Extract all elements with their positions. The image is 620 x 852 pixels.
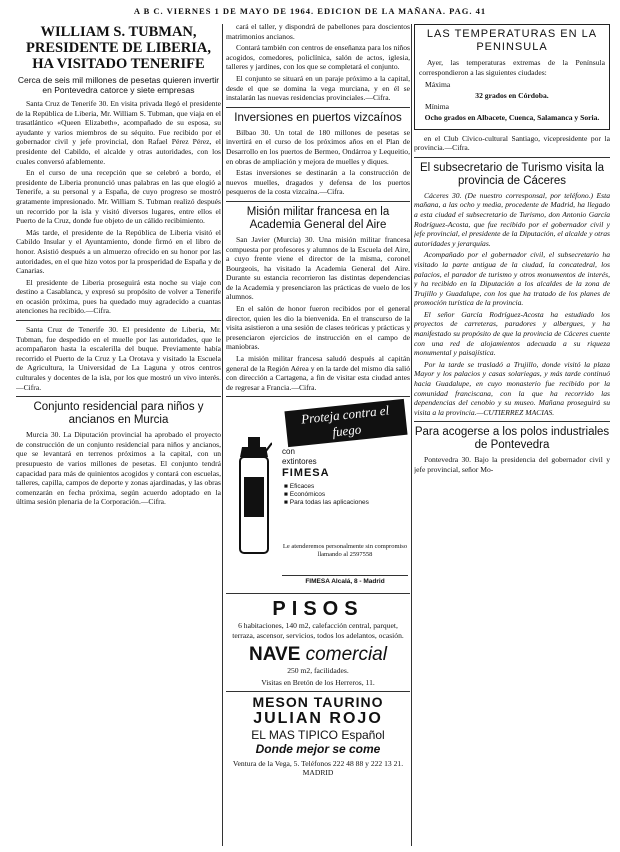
- paragraph: Santa Cruz de Tenerife 30. En visita privada llegó el presidente de la República de Liberia, Mr. William S. Tubman, que viaja en el trasatlántico «Queen Elizabeth», acompañado de su esposa, su ayudante y varios miembros de su séquito. Fue recibido por el gobernador civil y jefe provincial, don Rafael Pérez Pérez, el presidente del Cabildo, el alcalde y otras autoridades, con los cuales conversó afablemente.: [16, 99, 221, 166]
- column-left: [16, 22, 221, 850]
- headline-pontevedra: Para acogerse a los polos industriales de Pontevedra: [414, 426, 610, 452]
- page-header: A B C. VIERNES 1 DE MAYO DE 1964. EDICION DE LA MAÑANA. PAG. 41: [133, 6, 487, 16]
- subhead-tubman: Cerca de seis mil millones de pesetas quieren invertir en Pontevedra catorce y siete empresas: [17, 75, 220, 95]
- divider: [226, 201, 410, 202]
- headline-turismo: El subsecretario de Turismo visita la provincia de Cáceres: [419, 161, 605, 187]
- fimesa-address: FIMESA Alcalá, 8 - Madrid: [282, 575, 408, 585]
- divider: [414, 157, 610, 158]
- column-divider: [411, 24, 412, 846]
- paragraph: en el Club Cívico-cultural Santiago, vicepresidente por la provincia.—Cifra.: [414, 133, 610, 153]
- headline-murcia: Conjunto residencial para niños y ancianos en Murcia: [33, 401, 204, 427]
- paragraph: Pontevedra 30. Bajo la presidencia del gobernador civil y jefe provincial, señor Mo-: [414, 455, 610, 474]
- headline-mision: Misión militar francesa en la Academia General del Aire: [246, 205, 390, 231]
- extinguisher-icon: [236, 437, 272, 557]
- headline-tubman: WILLIAM S. TUBMAN, PRESIDENTE DE LIBERIA, HA VISITADO TENERIFE: [26, 24, 211, 72]
- meson-address: Ventura de la Vega, 5. Teléfonos 222 48 88 y 222 13 21. MADRID: [232, 758, 404, 778]
- column-middle: [226, 22, 410, 850]
- advertisement-fimesa: [226, 396, 410, 594]
- paragraph: Por la tarde se trasladó a Trujillo, donde visitó la plaza Mayor y los palacios y casas solariegas, y más tarde continuó hacia Guadalupe, en cuyo monasterio fue recibido por la comunidad franciscana, con la que ha recorrido las dependencias del cenobio y su museo. Mañana proseguirá su visita a la provincia.—CUTIERREZ MACIAS.: [414, 359, 610, 417]
- paragraph: El señor García Rodríguez-Acosta ha estudiado los proyectos de carreteras, paradores y albergues, y ha manifestado su propósito de que la provincia de Cáceres cuente con una red de alojamientos adecuada a su riqueza monumental y paisajística.: [414, 309, 610, 358]
- paragraph: cará el taller, y dispondrá de pabellones para doscientos matrimonios ancianos.: [226, 22, 410, 41]
- paragraph: Cáceres 30. (De nuestro corresponsal, por teléfono.) Esta mañana, a las ocho y media, procedente de Madrid, ha llegado a esta ciudad el subsecretario de Turismo, don Antonio García Rodríguez-Acosta, que fue recibido por el gobernador civil y jefe provincial, el presidente de la Diputación, el alcalde y otras autoridades y jerarquías.: [414, 190, 610, 248]
- temperatures-text: Ayer, las temperaturas extremas de la Península correspondieron a las siguientes ciudades:: [419, 58, 605, 77]
- fimesa-info: Le atenderemos personalmente sin compromiso llamando al 2597558: [282, 543, 408, 559]
- pisos-title: PISOS: [272, 598, 364, 621]
- nave-text: 250 m2, facilidades.: [287, 665, 349, 675]
- min-value: Ocho grados en Albacete, Cuenca, Salamanca y Soria.: [424, 112, 600, 122]
- fimesa-feature: ■ Eficaces: [284, 483, 315, 491]
- fimesa-slogan: Proteja contra el fuego: [284, 399, 407, 447]
- fimesa-brand: FIMESA: [282, 467, 330, 480]
- paragraph: Más tarde, el presidente de la República de Liberia visitó el Cabildo Insular y el Ayuntamiento, donde firmó en el libro de honor. Asistió después a un almuerzo ofrecido en su honor por las autoridades, en el que hizo votos por la prosperidad de España y de Canarias.: [16, 227, 221, 276]
- advertisement-meson: [226, 691, 410, 778]
- divider: [16, 320, 221, 321]
- meson-name: MESON TAURINO: [252, 693, 384, 710]
- paragraph: En el curso de una recepción que se celebró a bordo, el presidente de Liberia pronunció unas palabras en las que elogió a Tenerife, a su personal y a España, de cuyo progreso se mostró gratamente impresionado. Mr. William S. Tubman realizó después un recorrido por la isla y visitó diversos lugares, entre ellos el Puerto de la Cruz, donde fue objeto de un cálido recibimiento.: [16, 168, 221, 226]
- paragraph: Acompañado por el gobernador civil, el subsecretario ha visitado la parte antigua de la ciudad, la concatedral, los palacios, el parador de turismo y otros monumentos de interés, y ha recibido en la Diputación a los alcaldes de la zona de Trujillo y Guadalupe, con los que ha tratado de los planes de promoción turística de la provincia.: [414, 250, 610, 308]
- paragraph: Murcia 30. La Diputación provincial ha aprobado el proyecto de construcción de un conjunto residencial para niños y ancianos, que se levantará en terrenos próximos a la capital, con un presupuesto de varios millones de pesetas. El conjunto tendrá capacidad para más de quinientos acogidos y contará con escuelas, talleres, capilla, campos de deporte y zonas ajardinadas, y las obras comenzarán en fecha próxima, según acuerdo adoptado en la última sesión plenaria de la Corporación.—Cifra.: [16, 430, 221, 507]
- paragraph: La misión militar francesa saludó después al capitán general de la Región Aérea y en la tarde del mismo día salió con dirección a Cartagena, a fin de visitar esta ciudad antes de regresar a Francia.—Cifra.: [226, 354, 410, 392]
- divider: [226, 107, 410, 108]
- pisos-text: 6 habitaciones, 140 m2, calefacción central, parquet, terraza, ascensor, servicios, todos los adelantos, ocasión.: [232, 621, 404, 640]
- meson-owner: JULIAN ROJO: [253, 709, 383, 727]
- temperatures-title: LAS TEMPERATURAS EN LA PENINSULA: [426, 28, 598, 53]
- fimesa-extintores: extintores: [282, 457, 317, 467]
- meson-slogan: Donde mejor se come: [255, 741, 381, 756]
- paragraph: Santa Cruz de Tenerife 30. El presidente de Liberia, Mr. Tubman, fue despedido en el muelle por las autoridades, que le acompañaron hasta la escalerilla del buque. Previamente había recorrido el Puerto de la Cruz y La Orotava y visitado la Escuela de Agricultura, la Universidad de La Laguna y otros centros culturales y docentes de la isla, por los que mostró un vivo interés.—Cifra.: [16, 325, 221, 392]
- paragraph: Bilbao 30. Un total de 180 millones de pesetas se invertirá en el curso de los próximos años en el Plan de Desarrollo en los puertos de Bermeo, Ondárroa y Lequeitio, en obras de ampliación y mejora de muelles y diques.: [226, 127, 410, 166]
- nave-title-main: NAVE: [249, 643, 301, 665]
- min-label: Mínima: [425, 102, 450, 112]
- paragraph: En el salón de honor fueron recibidos por el general director, quien les dio la bienvenida. En el transcurso de la visita asistieron a una sesión de clases teóricas y prácticas y presenciaron ejercicios de instrucción en el campo de maniobras.: [226, 304, 410, 352]
- fimesa-con: con: [282, 447, 295, 457]
- meson-tagline: EL MAS TIPICO Español: [251, 727, 385, 742]
- max-label: Máxima: [425, 80, 451, 90]
- nave-title: [226, 644, 410, 666]
- temperatures-box: [414, 24, 610, 130]
- column-right: [414, 22, 610, 850]
- divider: [414, 421, 610, 422]
- paragraph: Contará también con centros de enseñanza para los niños acogidos, comedores, policlínica, salón de actos, iglesia, talleres y jardines, con los que se completará el conjunto.: [226, 43, 410, 72]
- paragraph: Estas inversiones se destinarán a la construcción de nuevos muelles, dragados y defensa de los puertos pesqueros de la costa vizcaína.—Cifra.: [226, 168, 410, 197]
- paragraph: El presidente de Liberia proseguirá esta noche su viaje con destino a Casablanca, y expresó su propósito de volver a Tenerife en ocasión próxima, pues ha quedado muy agradecido a cuantas atenciones ha recibido.—Cifra.: [16, 277, 221, 316]
- fimesa-feature: ■ Económicos: [284, 491, 326, 499]
- headline-vizcaya: Inversiones en puertos vizcaínos: [234, 111, 402, 124]
- max-value: 32 grados en Córdoba.: [475, 90, 549, 100]
- fimesa-features: [284, 483, 369, 507]
- nave-title-sub: comercial: [305, 643, 387, 665]
- paragraph: San Javier (Murcia) 30. Una misión militar francesa compuesta por profesores y alumnos de la Escuela del Aire, a cuyo frente viene el director de la misma, coronel Bourgeois, ha visitado la Academia General del Aire. Durante su estancia recorrieron las distintas dependencias de la Academia y presenciaron las prácticas de vuelo de los alumnos.: [226, 234, 410, 302]
- paragraph: El conjunto se situará en un paraje próximo a la capital, desde el que se domina la vega murciana, y en él se instalarán las nuevas residencias provinciales.—Cifra.: [226, 73, 410, 103]
- column-divider: [222, 24, 223, 846]
- advertisement-pisos: [226, 598, 410, 687]
- pisos-contact: Visitas en Bretón de los Herreros, 11.: [261, 678, 375, 688]
- divider: [16, 396, 221, 397]
- fimesa-feature: ■ Para todas las aplicaciones: [284, 499, 369, 507]
